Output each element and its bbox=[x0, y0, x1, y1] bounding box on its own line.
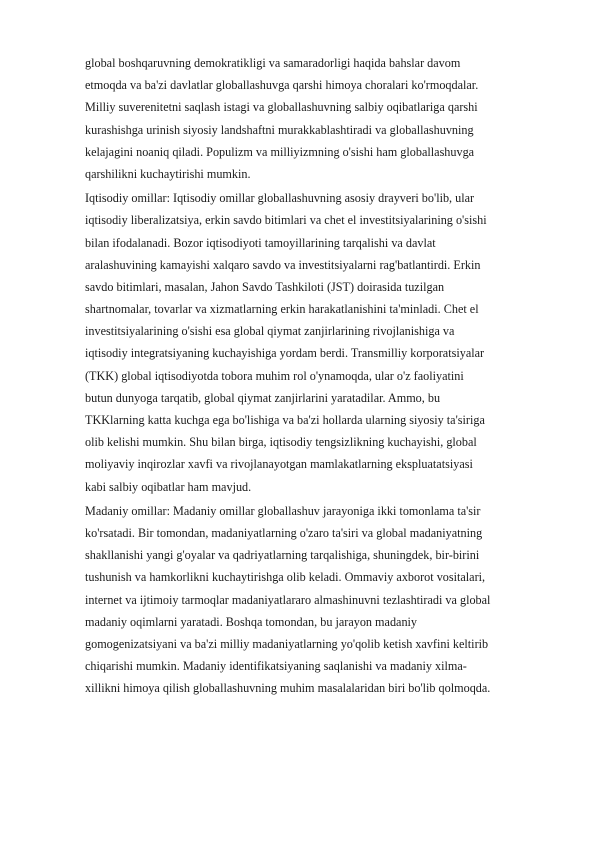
text-line: shakllanishi yangi g'oyalar va qadriyatlarning tarqalishiga, shuningdek, bir-birini bbox=[85, 548, 480, 563]
text-line: shartnomalar, tovarlar va xizmatlarning erkin harakatlanishini ta'minladi. Chet el bbox=[85, 302, 479, 317]
text-line: iqtisodiy liberalizatsiya, erkin savdo bitimlari va chet el investitsiyalarining o'sishi bbox=[85, 213, 487, 228]
paragraph-political bbox=[85, 52, 555, 185]
text-line: iqtisodiy integratsiyaning kuchayishiga yordam berdi. Transmilliy korporatsiyalar bbox=[85, 346, 485, 361]
text-line: olib kelishi mumkin. Shu bilan birga, iqtisodiy tengsizlikning kuchayishi, global bbox=[85, 435, 477, 450]
text-line: moliyaviy inqirozlar xavfi va rivojlanayotgan mamlakatlarning ekspluatatsiyasi bbox=[85, 457, 473, 472]
text-line: Iqtisodiy omillar: Iqtisodiy omillar globallashuvning asosiy drayveri bo'lib, ular bbox=[85, 191, 475, 206]
text-line: (TKK) global iqtisodiyotda tobora muhim rol o'ynamoqda, ular o'z faoliyatini bbox=[85, 368, 464, 383]
text-line: Madaniy omillar: Madaniy omillar globallashuv jarayoniga ikki tomonlama ta'sir bbox=[85, 503, 481, 518]
text-line: ko'rsatadi. Bir tomondan, madaniyatlarning o'zaro ta'siri va global madaniyatning bbox=[85, 525, 483, 540]
text-line: investitsiyalarining o'sishi esa global qiymat zanjirlarining rivojlanishiga va bbox=[85, 324, 455, 339]
text-line: kurashishga urinish siyosiy landshaftni murakkablashtiradi va globallashuvning bbox=[85, 122, 474, 137]
text-line: gomogenizatsiyani va ba'zi milliy madaniyatlarning yo'qolib ketish xavfini keltirib bbox=[85, 636, 489, 651]
text-line: madaniy oqimlarni yaratadi. Boshqa tomondan, bu jarayon madaniy bbox=[85, 614, 418, 629]
text-line: etmoqda va ba'zi davlatlar globallashuvga qarshi himoya choralari ko'rmoqdalar. bbox=[85, 78, 479, 93]
text-line: kabi salbiy oqibatlar ham mavjud. bbox=[85, 479, 252, 494]
text-line: TKKlarning katta kuchga ega bo'lishiga va ba'zi hollarda ularning siyosiy ta'siriga bbox=[85, 413, 485, 427]
text-line: tushunish va hamkorlikni kuchaytirishga olib keladi. Ommaviy axborot vositalari, bbox=[85, 570, 486, 585]
text-line: butun dunyoga tarqatib, global qiymat zanjirlarini yaratadilar. Ammo, bu bbox=[85, 390, 441, 405]
text-line: Milliy suverenitetni saqlash istagi va globallashuvning salbiy oqibatlariga qarshi bbox=[85, 100, 478, 115]
text-line: aralashuvining kamayishi xalqaro savdo va investitsiyalarni rag'batlantirdi. Erkin bbox=[85, 257, 481, 272]
text-line: global boshqaruvning demokratikligi va samaradorligi haqida bahslar davom bbox=[85, 56, 461, 70]
paragraph-economic bbox=[85, 187, 555, 498]
document-body bbox=[85, 52, 555, 699]
text-line: kelajagini noaniq qiladi. Populizm va milliyizmning o'sishi ham globallashuvga bbox=[85, 144, 475, 159]
text-line: chiqarishi mumkin. Madaniy identifikatsiyaning saqlanishi va madaniy xilma- bbox=[85, 659, 467, 674]
text-line: xillikni himoya qilish globallashuvning muhim masalalaridan biri bo'lib qolmoqda. bbox=[85, 681, 491, 696]
text-line: qarshilikni kuchaytirishi mumkin. bbox=[85, 166, 251, 181]
text-line: bilan ifodalanadi. Bozor iqtisodiyoti tamoyillarining tarqalishi va davlat bbox=[85, 235, 436, 250]
paragraph-cultural bbox=[85, 500, 555, 700]
text-line: savdo bitimlari, masalan, Jahon Savdo Tashkiloti (JST) doirasida tuzilgan bbox=[85, 279, 445, 294]
text-line: internet va ijtimoiy tarmoqlar madaniyatlararo almashinuvni tezlashtiradi va global bbox=[85, 592, 491, 607]
